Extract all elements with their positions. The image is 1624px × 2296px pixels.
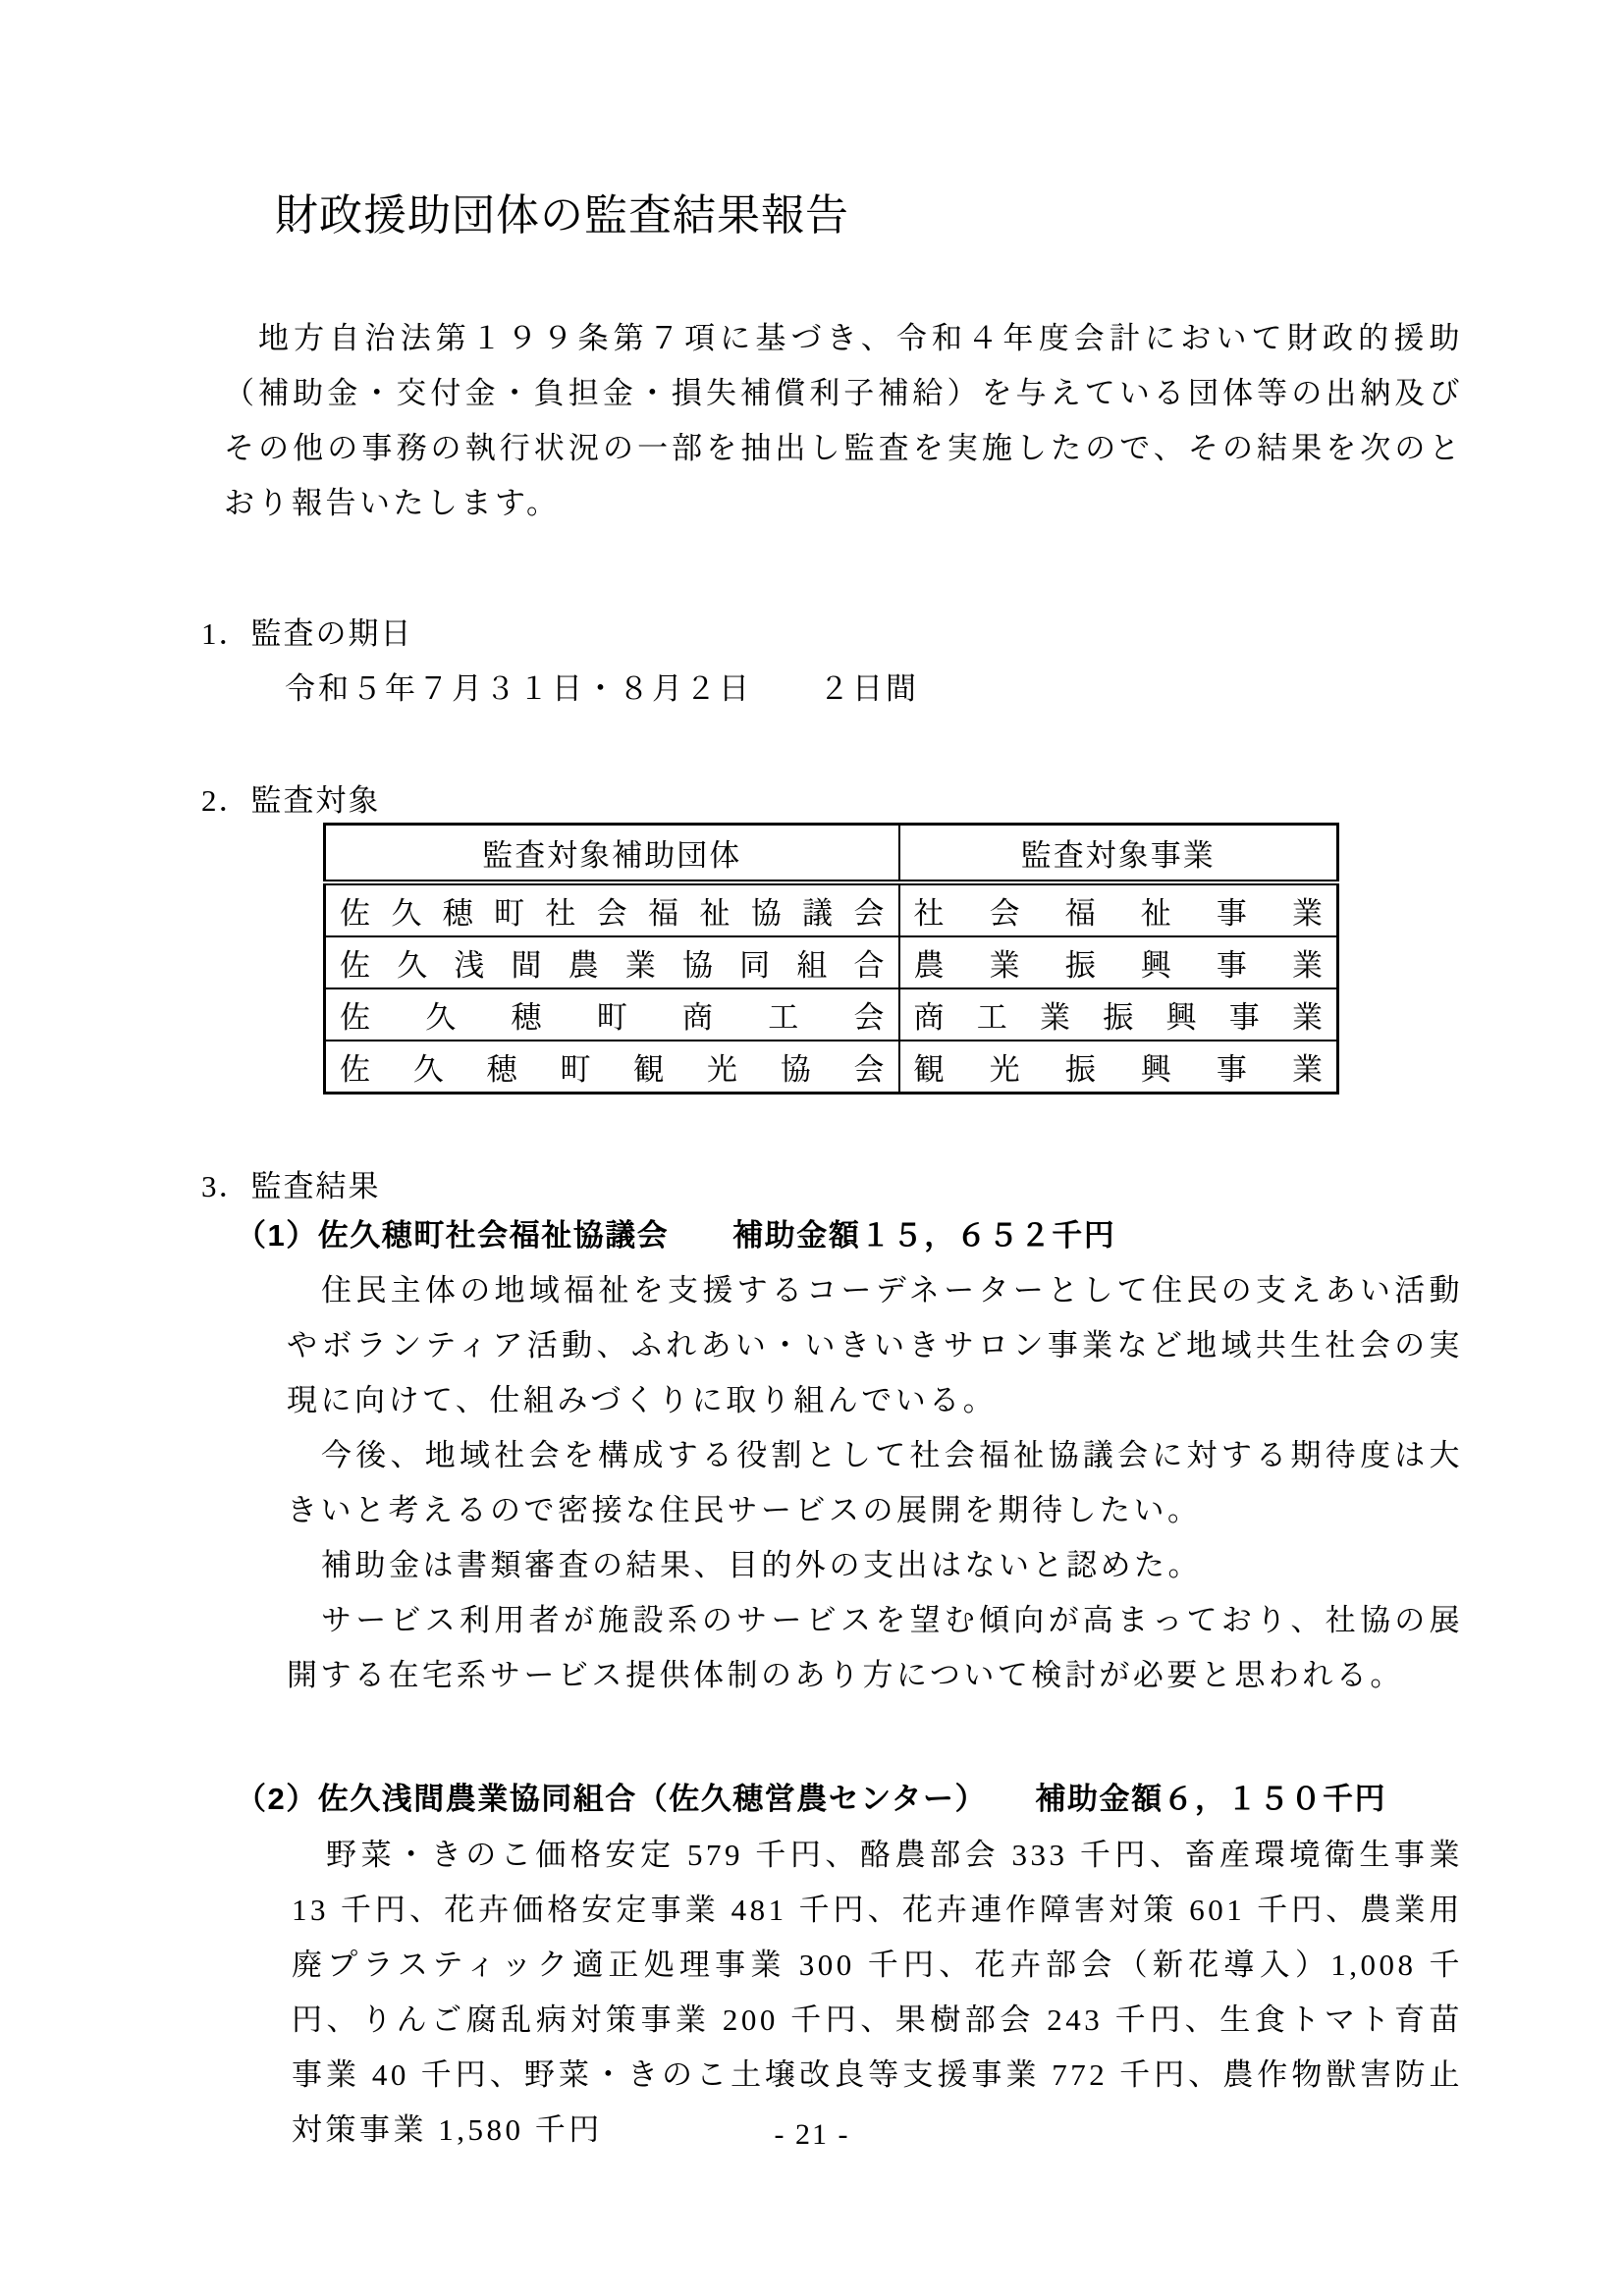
result-2-heading: （2）佐久浅間農業協同組合（佐久穂営農センター） 補助金額６，１５０千円 bbox=[236, 1782, 1386, 1816]
result-1-heading: （1）佐久穂町社会福祉協議会 補助金額１５，６５２千円 bbox=[236, 1218, 1116, 1253]
org-cell: 佐久穂町商工会 bbox=[340, 1000, 885, 1035]
business-cell: 社会福祉事業 bbox=[913, 896, 1323, 931]
org-cell: 佐久穂町社会福祉協議会 bbox=[340, 896, 885, 931]
audit-target-table bbox=[323, 823, 1339, 1095]
result-2-paragraph: 野菜・きのこ価格安定 579 千円、酪農部会 333 千円、畜産環境衛生事業 13 千円、花卉価格安定事業 481 千円、花卉連作障害対策 601 千円、農業用廃プラスティック適正処理事業 300 千円、花卉部会（新花導入）1,008 千円、りんご腐乱病対策事業 200 千円、果樹部会 243 千円、生食トマト育苗事業 40 千円、野菜・きのこ土壌改良等支援事業 772 千円、農作物獣害防止対策事業 1,580 千円 bbox=[292, 1838, 1463, 2147]
intro-paragraph-text: 地方自治法第１９９条第７項に基づき、令和４年度会計において財政的援助（補助金・交付金・負担金・損失補償利子補給）を与えている団体等の出納及びその他の事務の執行状況の一部を抽出し監査を実施したので、その結果を次のとおり報告いたします。 bbox=[224, 321, 1463, 520]
audit-target-table-wrap bbox=[323, 823, 1339, 1095]
org-cell: 佐久浅間農業協同組合 bbox=[340, 948, 885, 983]
page-number: - 21 - bbox=[774, 2118, 850, 2151]
intro-paragraph bbox=[224, 311, 1463, 531]
column-header-business: 監査対象事業 bbox=[899, 825, 1338, 883]
result-1-paragraph: 住民主体の地域福祉を支援するコーデネーターとして住民の支えあい活動やボランティア活動、ふれあい・いきいきサロン事業など地域共生社会の実現に向けて、仕組みづくりに取り組んでいる。 bbox=[287, 1273, 1463, 1417]
result-1-paragraph: 今後、地域社会を構成する役割として社会福祉協議会に対する期待度は大きいと考えるので密接な住民サービスの展開を期待したい。 bbox=[287, 1438, 1463, 1527]
column-header-organization: 監査対象補助団体 bbox=[325, 825, 899, 883]
result-1-paragraph: サービス利用者が施設系のサービスを望む傾向が高まっており、社協の展開する在宅系サービス提供体制のあり方について検討が必要と思われる。 bbox=[287, 1603, 1463, 1692]
page-title: 財政援助団体の監査結果報告 bbox=[275, 191, 849, 240]
business-cell: 商工業振興事業 bbox=[913, 1000, 1323, 1035]
result-1-paragraph: 補助金は書類審査の結果、目的外の支出はないと認めた。 bbox=[321, 1548, 1202, 1582]
table-row bbox=[325, 882, 1338, 936]
table-row bbox=[325, 1041, 1338, 1094]
org-cell: 佐久穂町観光協会 bbox=[340, 1052, 885, 1087]
result-2-body bbox=[292, 1828, 1463, 2158]
business-cell: 農業振興事業 bbox=[913, 948, 1323, 983]
table-row bbox=[325, 988, 1338, 1041]
table-header-row bbox=[325, 825, 1338, 883]
business-cell: 観光振興事業 bbox=[913, 1052, 1323, 1087]
section2-heading: 2．監査対象 bbox=[201, 783, 381, 818]
section3-heading: 3．監査結果 bbox=[201, 1169, 381, 1203]
audit-date: 令和５年７月３１日・８月２日 ２日間 bbox=[285, 671, 919, 706]
table-row bbox=[325, 936, 1338, 988]
result-1-body bbox=[287, 1263, 1463, 1703]
section1-heading: 1．監査の期日 bbox=[201, 616, 413, 651]
